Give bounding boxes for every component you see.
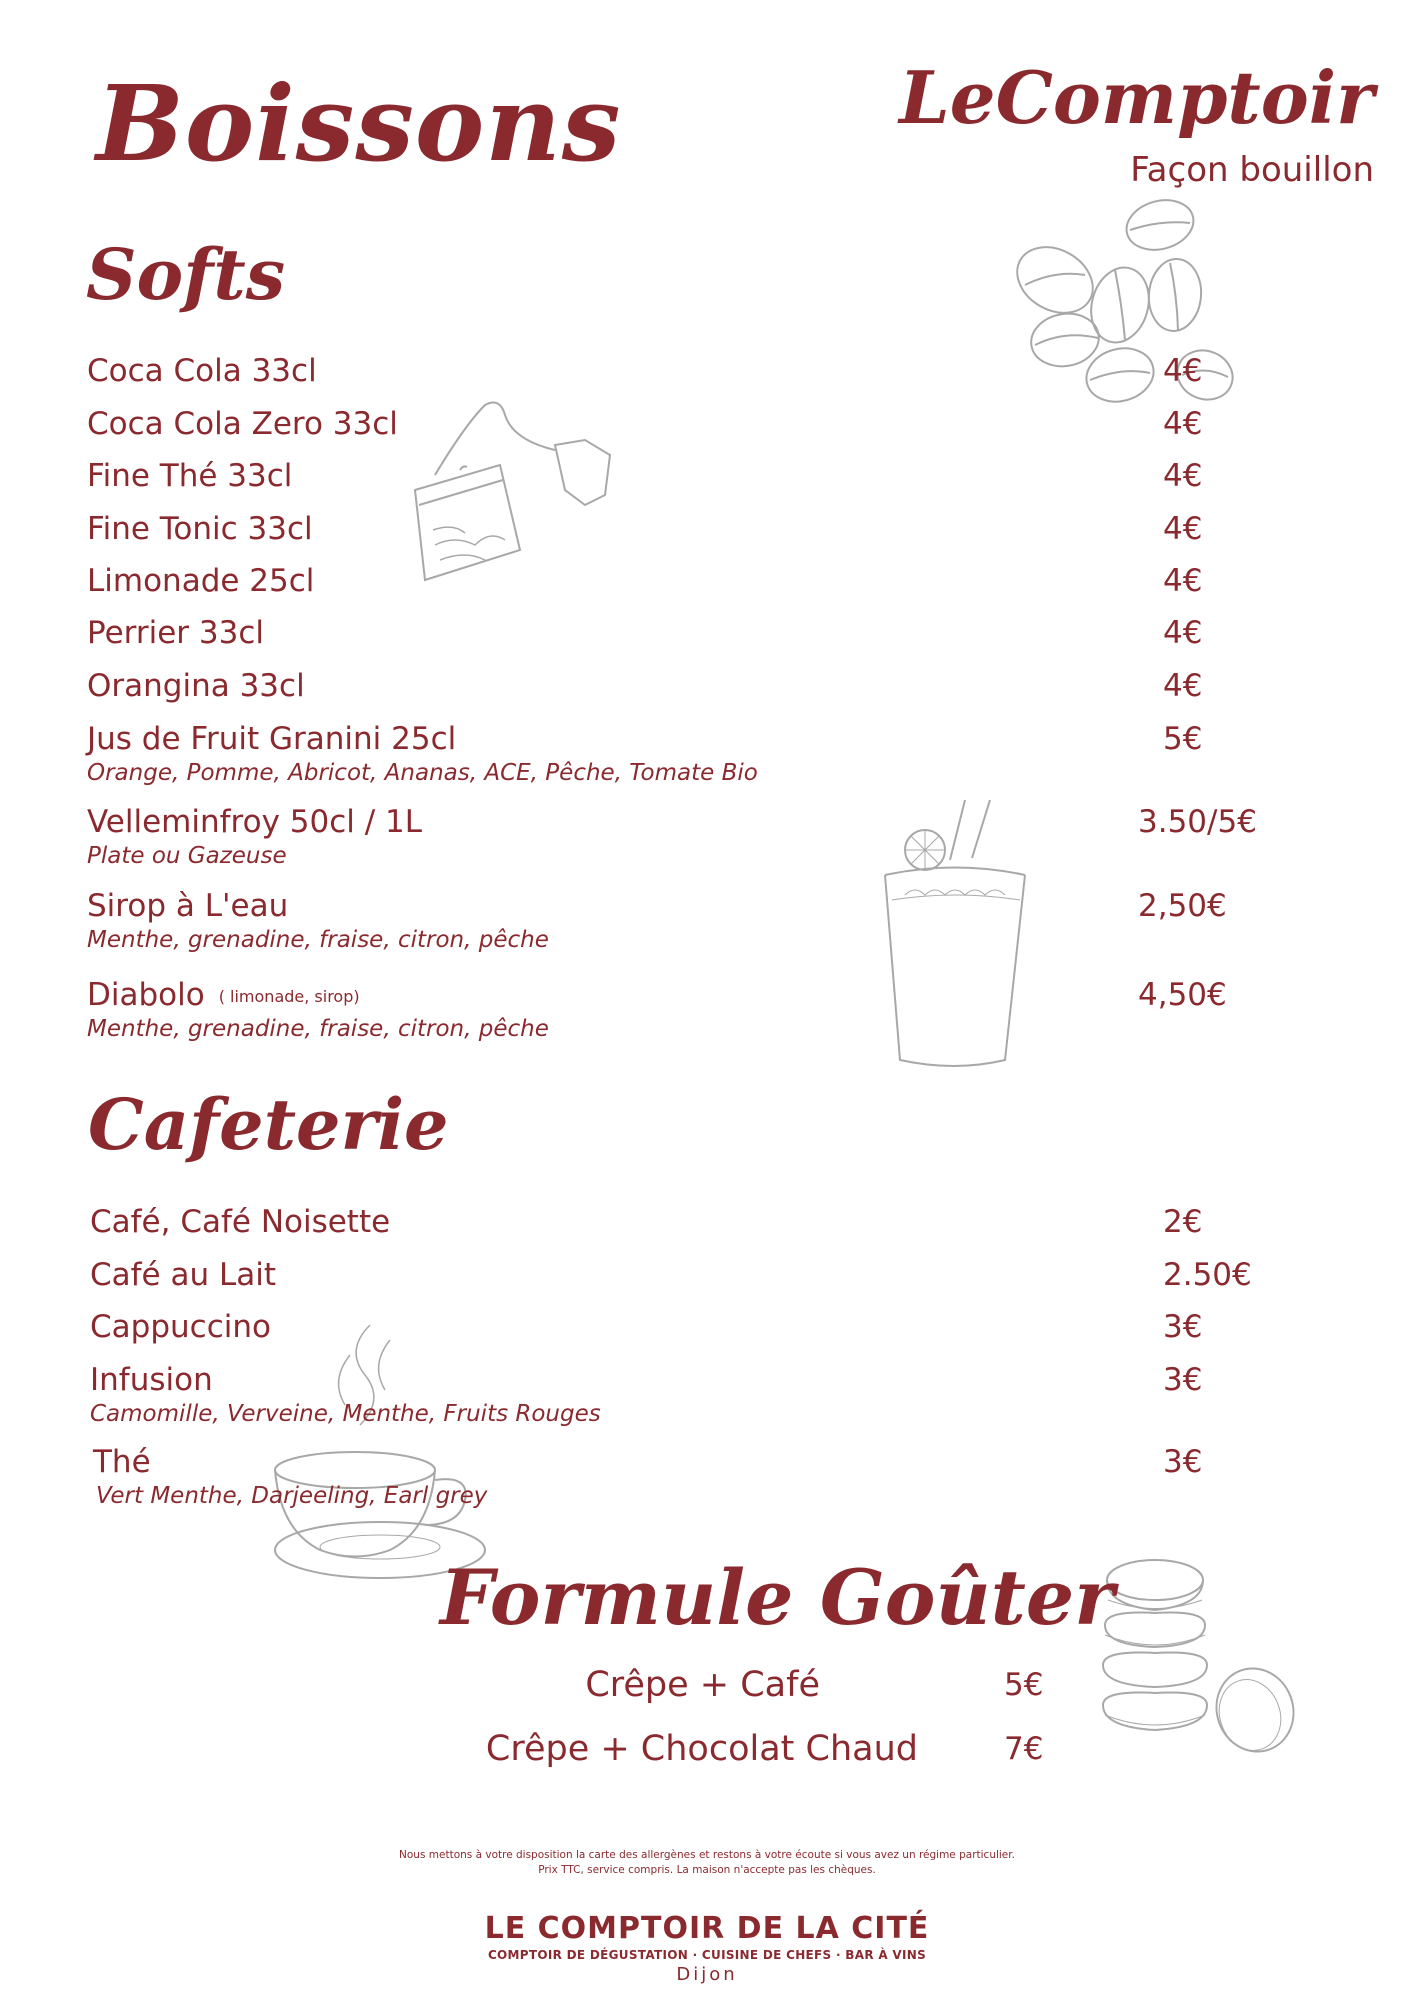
item-description: Menthe, grenadine, fraise, citron, pêche <box>87 927 549 953</box>
allergen-note: Nous mettons à votre disposition la carte des allergènes et restons à votre écoute si vous avez un régime particulier. <box>399 1849 1015 1861</box>
item-price: 4€ <box>1163 458 1203 494</box>
brand-block <box>899 55 1374 190</box>
item-price: 4,50€ <box>1138 977 1227 1013</box>
footer-brand-name: LE COMPTOIR DE LA CITÉ <box>484 1911 930 1946</box>
item-name: Café au Lait <box>90 1257 277 1293</box>
item-price: 2.50€ <box>1163 1257 1252 1293</box>
menu-item <box>0 457 1414 517</box>
footer-brand <box>0 1912 1414 1985</box>
footer-notes <box>0 1848 1414 1878</box>
item-description: Vert Menthe, Darjeeling, Earl grey <box>96 1483 488 1509</box>
cafeterie-title: Cafeterie <box>88 1083 449 1166</box>
item-price: 3€ <box>1163 1444 1203 1480</box>
item-price: 4€ <box>1163 668 1203 704</box>
formula-price: 5€ <box>1004 1667 1044 1703</box>
item-price: 3.50/5€ <box>1138 804 1257 840</box>
price-note: Prix TTC, service compris. La maison n'accepte pas les chèques. <box>538 1864 876 1876</box>
item-price: 2,50€ <box>1138 888 1227 924</box>
gouter-title: Formule Goûter <box>440 1553 1115 1642</box>
item-name: Cappuccino <box>90 1309 271 1345</box>
item-name: Jus de Fruit Granini 25cl <box>87 721 457 757</box>
menu-item <box>0 1308 1414 1368</box>
item-description: Plate ou Gazeuse <box>87 843 287 869</box>
item-price: 4€ <box>1163 511 1203 547</box>
menu-item <box>0 1361 1414 1427</box>
item-price: 3€ <box>1163 1309 1203 1345</box>
item-name: Velleminfroy 50cl / 1L <box>87 804 423 840</box>
item-name: Limonade 25cl <box>87 563 315 599</box>
item-note: ( limonade, sirop) <box>218 986 360 1006</box>
menu-item <box>0 405 1414 465</box>
menu-item <box>0 976 1414 1042</box>
item-name: Thé <box>93 1444 151 1480</box>
item-name: Diabolo <box>87 977 205 1013</box>
formula-label: Crêpe + Café <box>585 1665 820 1705</box>
footer-city: Dijon <box>676 1964 738 1985</box>
item-price: 4€ <box>1163 563 1203 599</box>
menu-item <box>0 1256 1414 1316</box>
footer-tagline: COMPTOIR DE DÉGUSTATION · CUISINE DE CHEFS · BAR À VINS <box>487 1948 927 1962</box>
item-price: 4€ <box>1163 406 1203 442</box>
item-name: Perrier 33cl <box>87 615 264 651</box>
item-name: Sirop à L'eau <box>87 888 289 924</box>
item-price: 2€ <box>1163 1204 1203 1240</box>
item-description: Orange, Pomme, Abricot, Ananas, ACE, Pêche, Tomate Bio <box>87 760 758 786</box>
menu-item <box>0 1443 1414 1509</box>
item-name: Coca Cola 33cl <box>87 353 317 389</box>
item-price: 4€ <box>1163 353 1203 389</box>
formula-label: Crêpe + Chocolat Chaud <box>485 1729 918 1769</box>
item-name: Orangina 33cl <box>87 668 305 704</box>
item-name: Café, Café Noisette <box>90 1204 391 1240</box>
item-name: Fine Thé 33cl <box>87 458 293 494</box>
menu-item <box>0 667 1414 727</box>
softs-title: Softs <box>86 233 286 316</box>
brand-subtitle: Façon bouillon <box>1130 150 1374 190</box>
item-name: Fine Tonic 33cl <box>87 511 313 547</box>
item-price: 5€ <box>1163 721 1203 757</box>
item-price: 4€ <box>1163 615 1203 651</box>
menu-item <box>0 803 1414 869</box>
menu-item <box>0 562 1414 622</box>
formula-price: 7€ <box>1004 1731 1044 1767</box>
menu-item <box>0 510 1414 570</box>
menu-item <box>0 720 1414 786</box>
item-name: Infusion <box>90 1362 213 1398</box>
item-description: Menthe, grenadine, fraise, citron, pêche <box>87 1016 549 1042</box>
item-description: Camomille, Verveine, Menthe, Fruits Rouges <box>90 1401 601 1427</box>
menu-item <box>0 352 1414 412</box>
item-price: 3€ <box>1163 1362 1203 1398</box>
item-name: Coca Cola Zero 33cl <box>87 406 398 442</box>
formula-item <box>0 1663 1414 1713</box>
formula-item <box>0 1727 1414 1777</box>
page-title: Boissons <box>96 62 622 185</box>
menu-item <box>0 614 1414 674</box>
menu-item <box>0 1203 1414 1263</box>
menu-item <box>0 887 1414 953</box>
item-name-wrapper <box>87 976 360 1016</box>
brand-logo: LeComptoir <box>899 55 1374 140</box>
